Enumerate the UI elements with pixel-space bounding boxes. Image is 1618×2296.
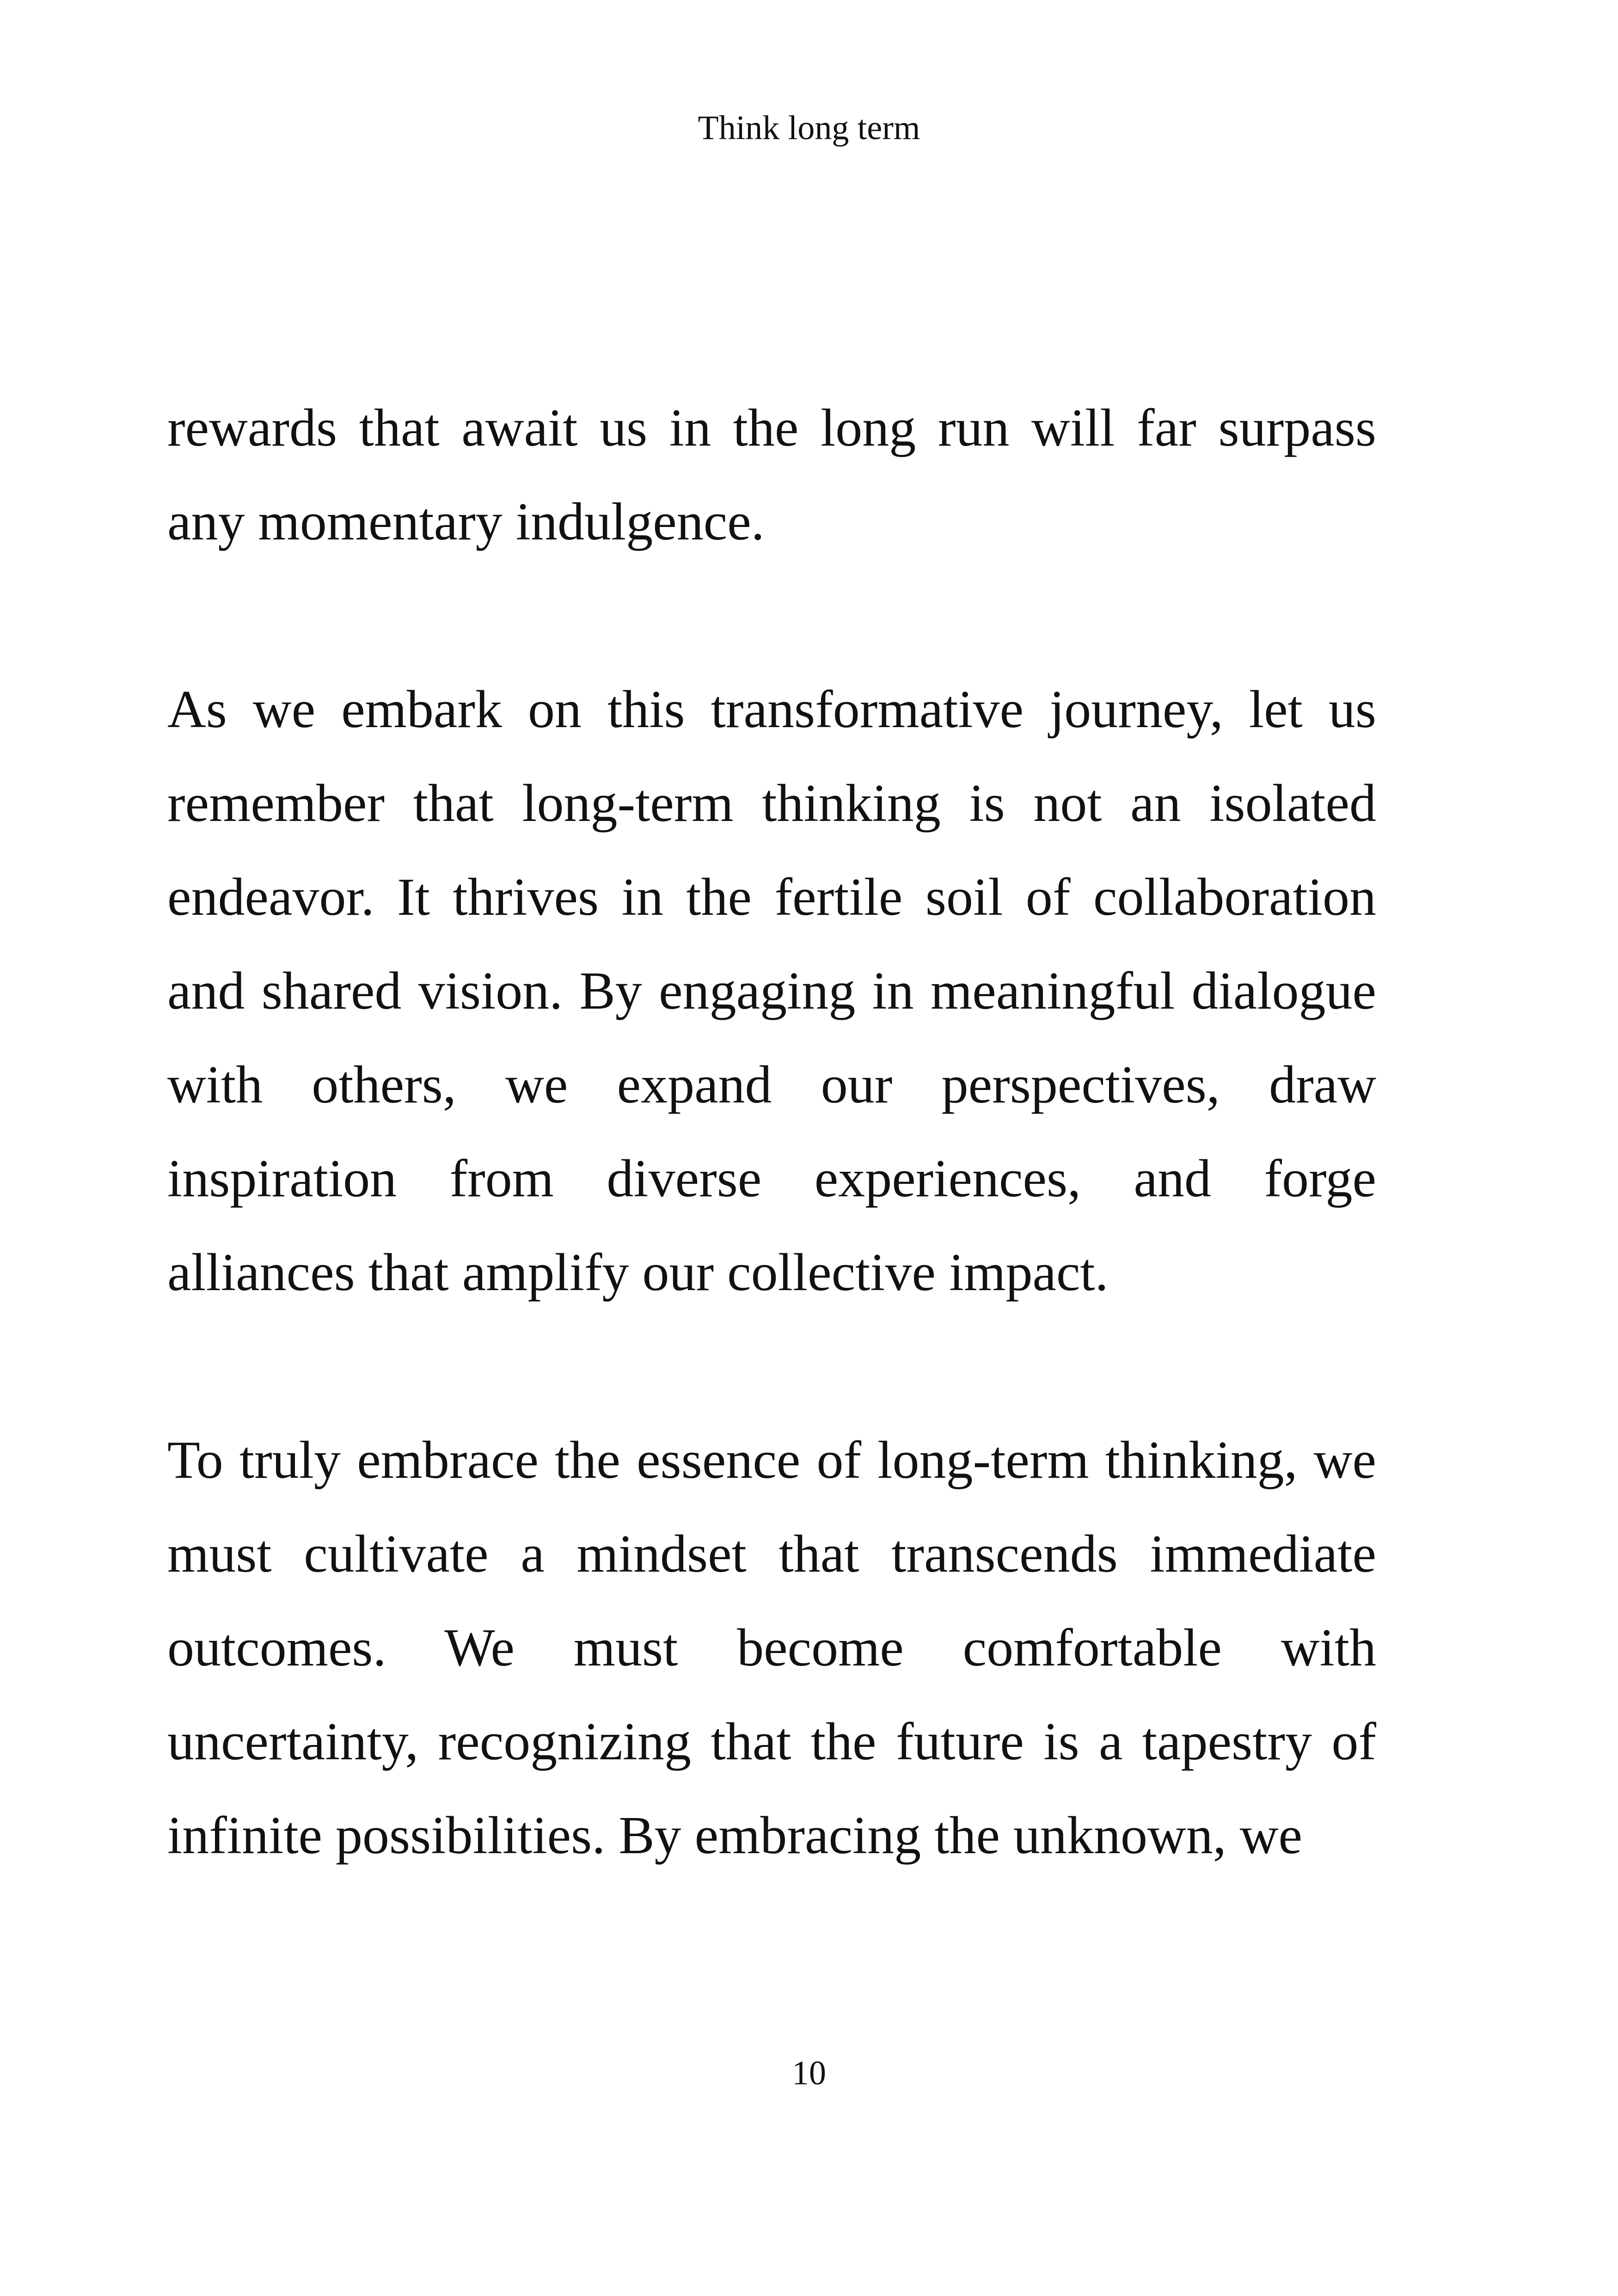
paragraph: rewards that await us in the long run will far surpass any momentary indulgence. [167, 398, 1376, 551]
running-header: Think long term [698, 109, 920, 147]
paragraph: As we embark on this transformative journey, let us remember that long-term thinking is not an isolated endeavor. It thrives in the fertile soil of collaboration and shared vision. By engaging in meaningful dialogue with others, we expand our perspectives, draw inspiration from diverse experiences, and forge alliances that amplify our collective impact. [167, 680, 1376, 1302]
page-body [167, 381, 1376, 1883]
page-number: 10 [792, 2054, 826, 2092]
paragraph: To truly embrace the essence of long-term thinking, we must cultivate a mindset that transcends immediate outcomes. We must become comfortable with uncertainty, recognizing that the future is a tapestry of infinite possibilities. By embracing the unknown, we [167, 1431, 1376, 1865]
